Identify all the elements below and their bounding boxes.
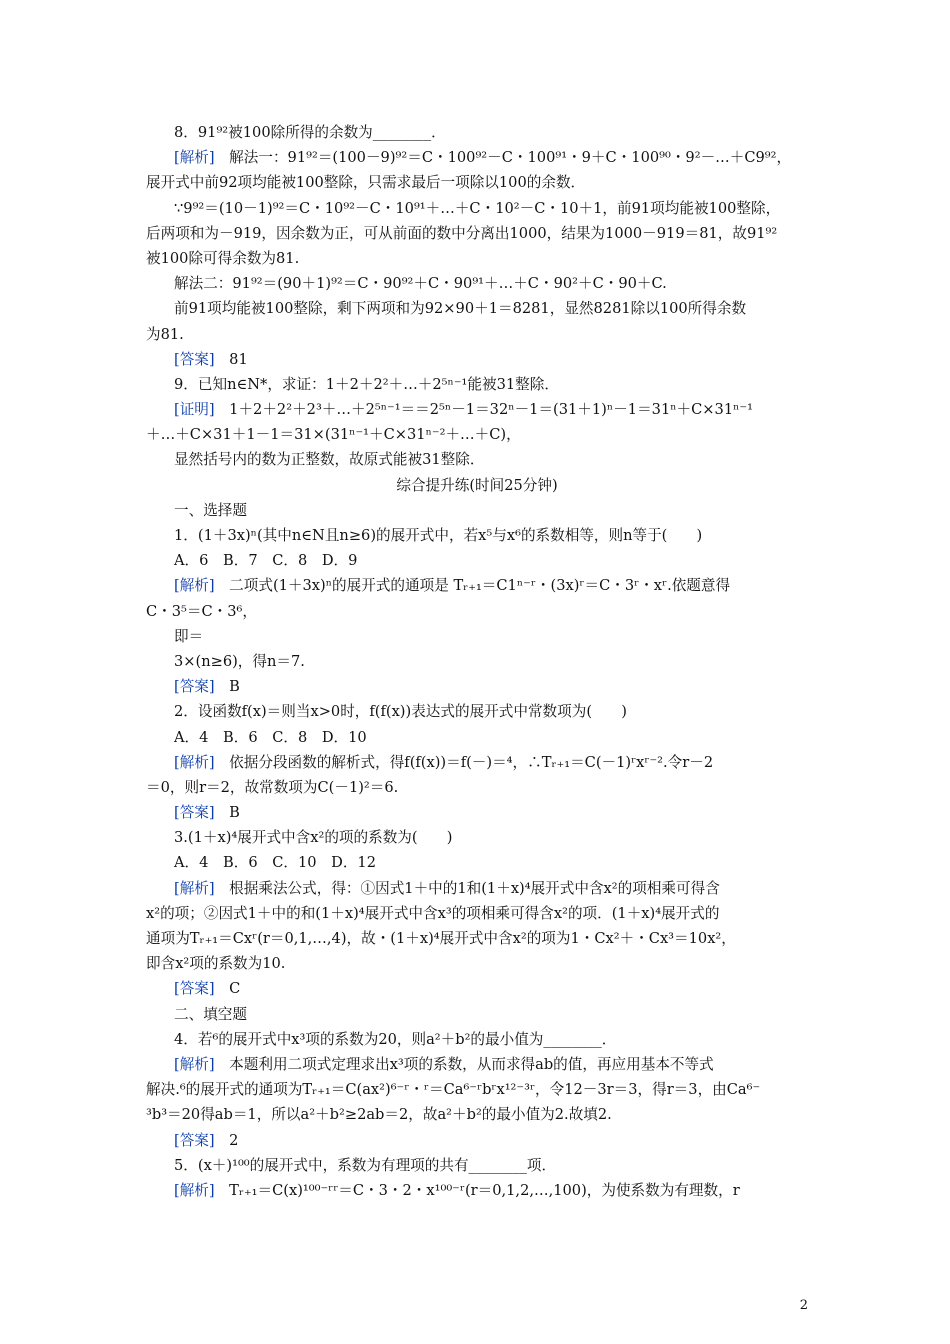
line-text: 被100除可得余数为81. [146,249,300,267]
line-text: 1．(1＋3x)ⁿ(其中n∈N且n≥6)的展开式中，若x⁵与x⁶的系数相等，则n等于( ) [174,527,703,544]
analysis-tag: [解析] [174,753,215,771]
answer-tag: [答案] [174,1131,215,1149]
line-text: 解决.⁶的展开式的通项为Tᵣ₊₁＝C(ax²)⁶⁻ʳ・ʳ＝Ca⁶⁻ʳbʳx¹²⁻³ʳ，令12－3r＝3，得r＝3，由Ca⁶⁻ [146,1081,761,1099]
line-text: 显然括号内的数为正整数，故原式能被31整除． [174,451,485,469]
text-line [146,825,808,850]
line-text: 3×(n≥6)，得n＝7. [174,652,305,670]
text-line [146,674,808,699]
line-text: ＋…＋C×31＋1－1＝31×(31ⁿ⁻¹＋C×31ⁿ⁻²＋…＋C)， [146,426,521,444]
text-line [146,1102,808,1127]
text-line [146,573,808,598]
line-text: 3.(1＋x)⁴展开式中含x²的项的系数为( ) [174,829,453,847]
line-text: 根据乘法公式，得：①因式1＋中的1和(1＋x)⁴展开式中含x²的项相乘可得含 [214,879,720,897]
analysis-tag: [解析] [174,879,215,897]
line-text: 依据分段函数的解析式，得f(f(x))＝f(－)＝⁴，∴Tᵣ₊₁＝C(－1)ʳxʳ⁻².令r－2 [214,753,714,771]
line-text: x²的项；②因式1＋中的和(1＋x)⁴展开式中含x³的项相乘可得含x²的项．(1＋x)⁴展开式的 [146,904,720,922]
analysis-tag: [解析] [174,149,215,167]
text-line [146,876,808,901]
line-text: 二、填空题 [174,1005,247,1023]
line-text: A．4 B．6 C．10 D．12 [174,854,376,872]
line-text: 1＋2＋2²＋2³＋…＋2⁵ⁿ⁻¹＝＝2⁵ⁿ－1＝32ⁿ－1＝(31＋1)ⁿ－1＝31ⁿ＋C×31ⁿ⁻¹ [214,401,753,419]
text-line [146,473,808,498]
line-text: 通项为Tᵣ₊₁＝Cxʳ(r＝0,1,…,4)，故・(1＋x)⁴展开式中含x²的项为1・Cx²＋・Cx³＝10x²， [146,930,736,947]
text-line [146,926,808,951]
text-line [146,1153,808,1178]
text-line [146,750,808,775]
text-line [146,976,808,1001]
page-number: 2 [799,1298,808,1313]
text-line [146,1128,808,1153]
line-text: A．6 B．7 C．8 D．9 [174,552,358,570]
text-line [146,246,808,271]
text-line [146,221,808,246]
line-text: C [214,980,241,998]
text-line [146,498,808,523]
line-text: B [214,804,240,822]
answer-tag: [答案] [174,678,215,696]
answer-tag: [答案] [174,804,215,822]
text-line [146,1178,808,1203]
text-line [146,548,808,573]
text-line [146,397,808,422]
line-text: 8．91⁹²被100除所得的余数为________． [174,124,446,141]
line-text: 即含x²项的系数为10. [146,955,286,973]
text-line [146,271,808,296]
text-line [146,447,808,472]
text-line [146,951,808,976]
text-line [146,775,808,800]
line-text: 4．若⁶的展开式中x³项的系数为20，则a²＋b²的最小值为________． [174,1030,617,1048]
line-text: ＝0，则r＝2，故常数项为C(－1)²＝6. [146,778,399,796]
text-line [146,322,808,347]
answer-tag: [答案] [174,350,215,368]
text-line [146,649,808,674]
line-text: 81 [214,350,248,368]
text-line [146,347,808,372]
line-text: 2．设函数f(x)＝则当x>0时，f(f(x))表达式的展开式中常数项为( ) [174,703,627,721]
line-text: ³b³＝20得ab＝1，所以a²＋b²≥2ab＝2，故a²＋b²的最小值为2.故填2. [146,1106,612,1124]
line-text: 解法二：91⁹²＝(90＋1)⁹²＝C・90⁹²＋C・90⁹¹＋…＋C・90²＋C・90＋C. [174,275,667,293]
line-text: 解法一：91⁹²＝(100－9)⁹²＝C・100⁹²－C・100⁹¹・9＋C・100⁹⁰・9²－…＋C9⁹²， [214,149,792,167]
text-line [146,1052,808,1077]
line-text: Tᵣ₊₁＝C(x)¹⁰⁰⁻ʳʳ＝C・3・2・x¹⁰⁰⁻ʳ(r＝0,1,2,…,100)，为使系数为有理数，r [214,1181,740,1199]
line-text: ∵9⁹²＝(10－1)⁹²＝C・10⁹²－C・10⁹¹＋…＋C・10²－C・10＋1，前91项均能被100整除， [174,199,781,217]
proof-tag: [证明] [174,401,215,419]
text-line [146,901,808,926]
line-text: 9．已知n∈N*，求证：1＋2＋2²＋…＋2⁵ⁿ⁻¹能被31整除． [174,375,559,393]
analysis-tag: [解析] [174,1181,215,1199]
line-text: 前91项均能被100整除，剩下两项和为92×90＋1＝8281，显然8281除以100所得余数 [174,300,747,318]
document-body [146,120,808,1203]
text-line [146,1027,808,1052]
text-line [146,800,808,825]
answer-tag: [答案] [174,980,215,998]
text-line [146,624,808,649]
line-text: 综合提升练(时间25分钟) [396,476,558,494]
text-line [146,145,808,170]
text-line [146,372,808,397]
text-line [146,120,808,145]
text-line [146,296,808,321]
line-text: 一、选择题 [174,501,247,519]
line-text: A．4 B．6 C．8 D．10 [174,728,367,746]
line-text: 5．(x＋)¹⁰⁰的展开式中，系数为有理项的共有________项． [174,1156,557,1174]
text-line [146,1077,808,1102]
analysis-tag: [解析] [174,1055,215,1073]
line-text: 本题利用二项式定理求出x³项的系数，从而求得ab的值，再应用基本不等式 [214,1055,714,1073]
text-line [146,523,808,548]
line-text: 2 [214,1131,239,1149]
line-text: B [214,678,240,696]
text-line [146,1002,808,1027]
text-line [146,599,808,624]
text-line [146,725,808,750]
text-line [146,170,808,195]
line-text: 为81. [146,325,184,343]
line-text: 后两项和为－919，因余数为正，可从前面的数中分离出1000，结果为1000－919＝81，故91⁹² [146,224,778,242]
text-line [146,850,808,875]
line-text: 展开式中前92项均能被100整除，只需求最后一项除以100的余数． [146,174,586,192]
text-line [146,422,808,447]
text-line [146,196,808,221]
line-text: C・3⁵＝C・3⁶， [146,602,257,620]
analysis-tag: [解析] [174,577,215,595]
line-text: 即＝ [174,627,204,645]
text-line [146,699,808,724]
line-text: 二项式(1＋3x)ⁿ的展开式的通项是 Tᵣ₊₁＝C1ⁿ⁻ʳ・(3x)ʳ＝C・3ʳ・xʳ.依题意得 [214,577,731,595]
